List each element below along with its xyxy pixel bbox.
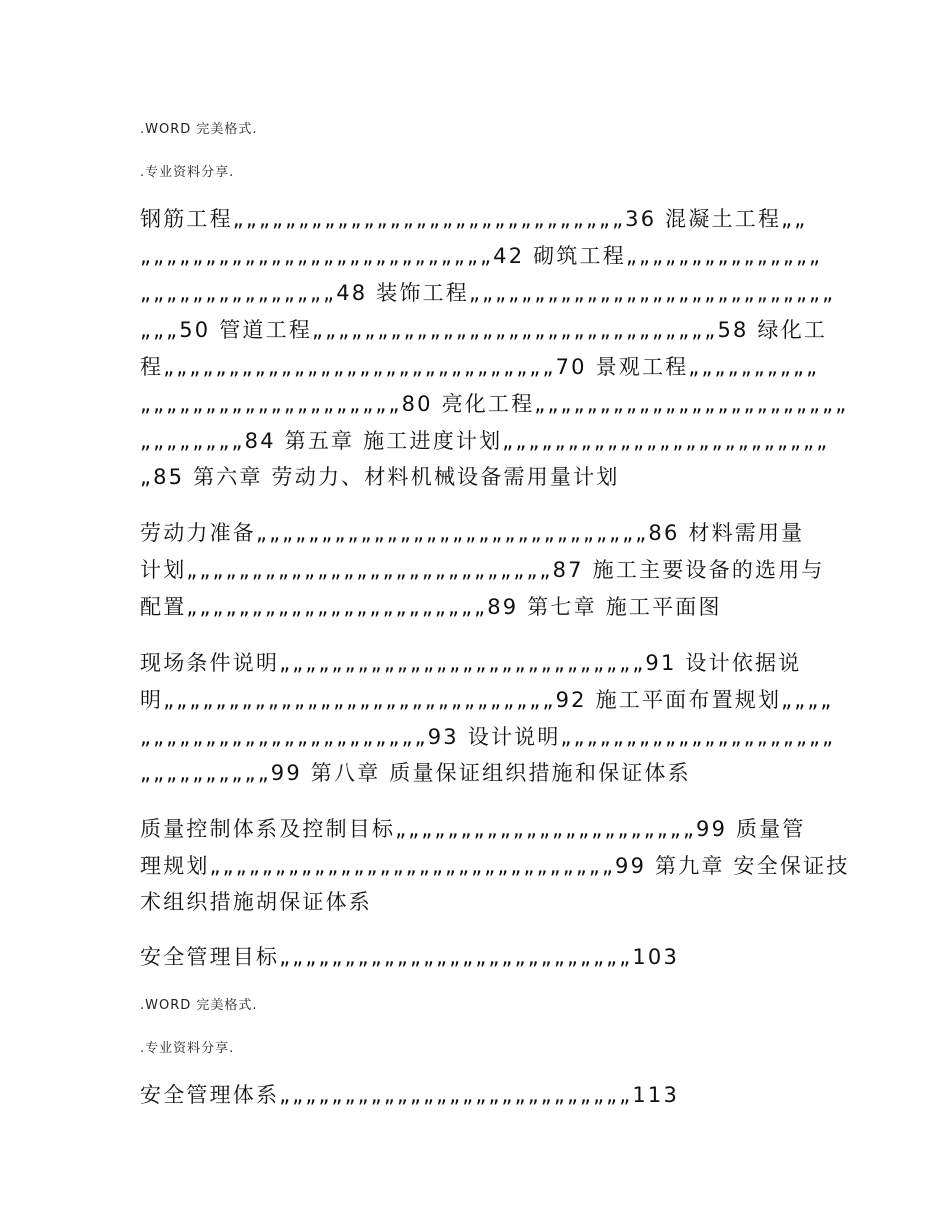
toc-line: „85 第六章 劳动力、材料机械设备需用量计划 xyxy=(140,465,620,489)
toc-line: 理规划„„„„„„„„„„„„„„„„„„„„„„„„„„„„„„„99 第九章 安全保证技 xyxy=(140,854,850,878)
toc-line: 劳动力准备„„„„„„„„„„„„„„„„„„„„„„„„„„„„„„86 材料需用量 xyxy=(140,521,805,545)
header-word-format: .WORD 完美格式. xyxy=(140,122,258,137)
toc-line: „„„„„„„„„„„„„„„„„„„„80 亮化工程„„„„„„„„„„„„„„„„„„„„„„„„ xyxy=(140,392,849,416)
toc-line: 钢筋工程„„„„„„„„„„„„„„„„„„„„„„„„„„„„„„36 混凝土工程„„ xyxy=(140,207,808,231)
toc-line: 明„„„„„„„„„„„„„„„„„„„„„„„„„„„„„„92 施工平面布置规划„„„„ xyxy=(140,688,834,712)
toc-line: „„„„„„„„84 第五章 施工进度计划„„„„„„„„„„„„„„„„„„„„„„„„„ xyxy=(140,429,830,453)
header-professional-share: .专业资料分享. xyxy=(140,1041,235,1056)
toc-line: 配置„„„„„„„„„„„„„„„„„„„„„„„89 第七章 施工平面图 xyxy=(140,595,722,619)
toc-line: 程„„„„„„„„„„„„„„„„„„„„„„„„„„„„„„70 景观工程„„„„„„„„„„ xyxy=(140,355,820,379)
toc-line: „„„„„„„„„„99 第八章 质量保证组织措施和保证体系 xyxy=(140,761,691,785)
toc-line: 安全管理体系„„„„„„„„„„„„„„„„„„„„„„„„„„„113 xyxy=(140,1083,680,1107)
toc-line: „„„50 管道工程„„„„„„„„„„„„„„„„„„„„„„„„„„„„„„„58 绿化工 xyxy=(140,318,828,342)
toc-line: 现场条件说明„„„„„„„„„„„„„„„„„„„„„„„„„„„„91 设计依据说 xyxy=(140,651,802,675)
toc-line: „„„„„„„„„„„„„„„„„„„„„„93 设计说明„„„„„„„„„„„„„„„„„„„„„ xyxy=(140,725,836,749)
header-word-format: .WORD 完美格式. xyxy=(140,998,258,1013)
toc-line: 术组织措施胡保证体系 xyxy=(140,890,372,914)
toc-line: 计划„„„„„„„„„„„„„„„„„„„„„„„„„„„„87 施工主要设备的选用与 xyxy=(140,558,825,582)
toc-line: 质量控制体系及控制目标„„„„„„„„„„„„„„„„„„„„„„„99 质量管 xyxy=(140,817,806,841)
toc-line: 安全管理目标„„„„„„„„„„„„„„„„„„„„„„„„„„„103 xyxy=(140,945,680,969)
toc-line: „„„„„„„„„„„„„„„48 装饰工程„„„„„„„„„„„„„„„„„„„„„„„„„„„„ xyxy=(140,281,836,305)
toc-line: „„„„„„„„„„„„„„„„„„„„„„„„„„„42 砌筑工程„„„„„„„„„„„„„„„ xyxy=(140,244,823,268)
header-professional-share: .专业资料分享. xyxy=(140,165,235,180)
